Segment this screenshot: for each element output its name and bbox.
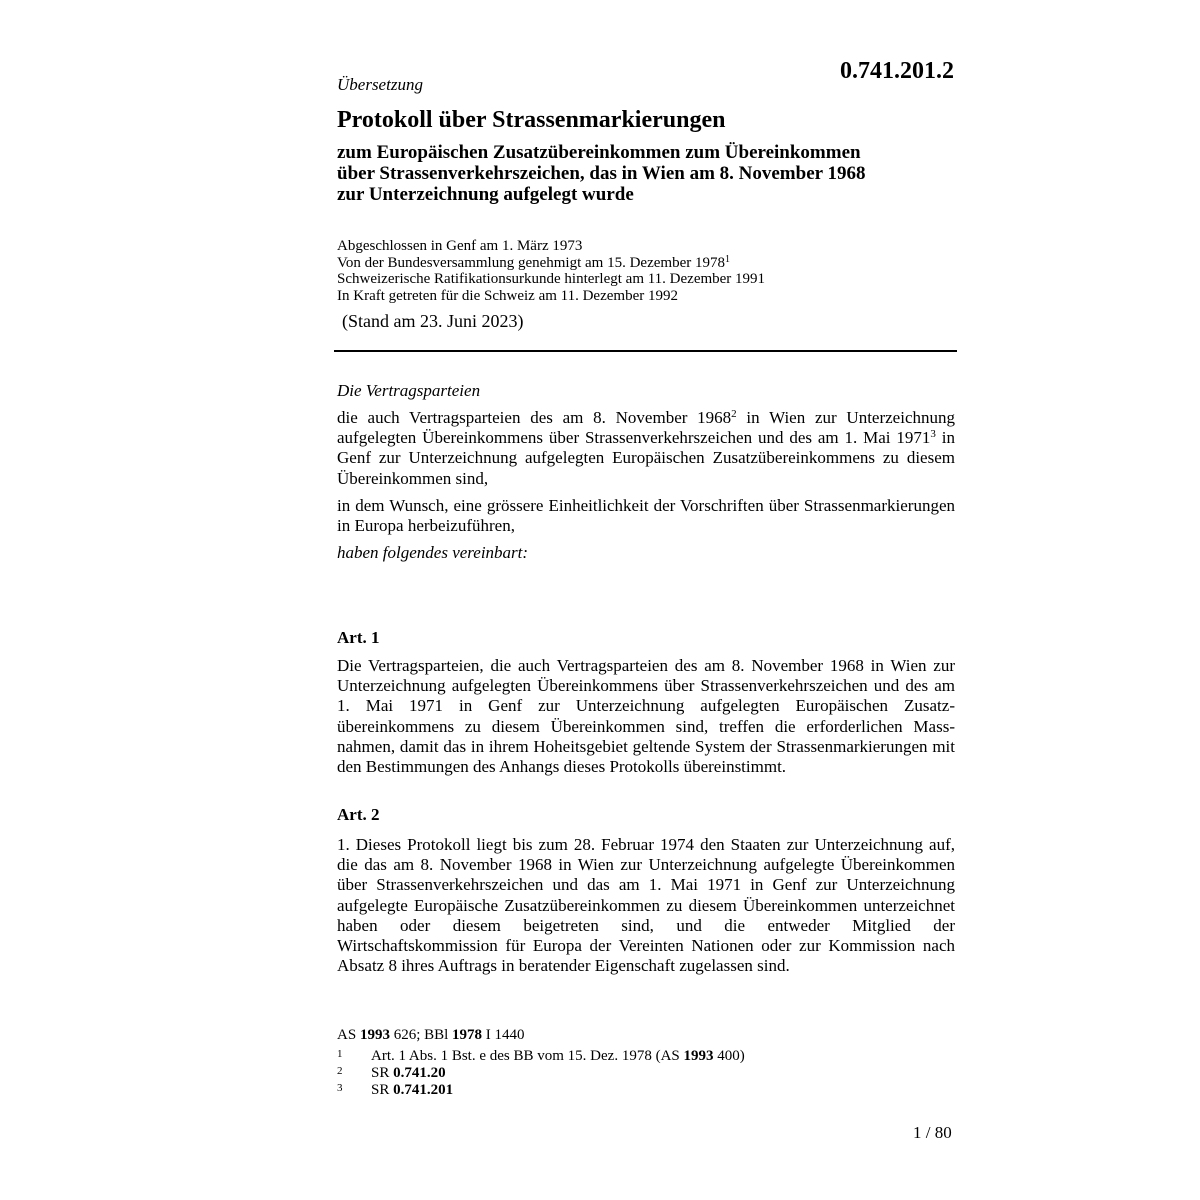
footnote-bold: 1993 — [683, 1048, 714, 1064]
source-as-rest: 626; BBl — [389, 1027, 453, 1043]
footnote-number: 3 — [337, 1082, 343, 1094]
footnote-number: 2 — [337, 1065, 343, 1077]
article-1-heading: Art. 1 — [337, 628, 380, 647]
translation-label: Übersetzung — [337, 75, 423, 94]
preamble-text: in Wien zur Unterzeichnung aufgelegten Übereinkommens über Strassenverkehrszeichen und des am 1. Mai 1971 — [337, 408, 955, 448]
footnote-text: Art. 1 Abs. 1 Bst. e des BB vom 15. Dez. 1978 (AS — [371, 1048, 684, 1064]
source-bbl-rest: I 1440 — [482, 1027, 525, 1043]
footnote-2 — [337, 1063, 446, 1081]
source-as-label: AS — [337, 1027, 360, 1043]
preamble-agreed: haben folgendes vereinbart: — [337, 543, 529, 562]
footnote-source — [337, 1027, 525, 1044]
footnote-text: SR — [371, 1082, 394, 1098]
status-date: (Stand am 23. Juni 2023) — [342, 311, 524, 331]
footnote-ref-1[interactable]: 1 — [724, 253, 730, 265]
footnote-link-sr[interactable]: 0.741.201 — [393, 1082, 454, 1098]
document-title: Protokoll über Strassenmarkierungen — [337, 107, 726, 133]
footnote-3 — [337, 1080, 453, 1098]
footnote-ref-2[interactable]: 2 — [731, 408, 737, 420]
document-metadata — [337, 238, 765, 304]
subtitle-line: über Strassenverkehrszeichen, das in Wien am 8. November 1968 — [337, 163, 866, 184]
preamble-text: die auch Vertragsparteien des am 8. November 1968 — [337, 408, 732, 427]
footnote-number: 1 — [337, 1048, 343, 1060]
footnote-link-sr[interactable]: 0.741.20 — [393, 1065, 446, 1081]
header-divider — [334, 350, 957, 352]
meta-in-force: In Kraft getreten für die Schweiz am 11. Dezember 1992 — [337, 287, 678, 304]
footnote-1 — [337, 1046, 745, 1064]
subtitle-line: zur Unterzeichnung aufgelegt wurde — [337, 184, 634, 205]
source-bbl-year: 1978 — [452, 1027, 483, 1043]
footnote-text: SR — [371, 1065, 394, 1081]
preamble-text: in Genf zur Unterzeichnung aufgelegten Europäischen Zusatzübereinkommens zu diesem Übereinkommen sind, — [337, 428, 955, 488]
preamble-heading: Die Vertragsparteien — [337, 381, 481, 400]
source-as-year: 1993 — [359, 1027, 390, 1043]
preamble-paragraph-1 — [337, 408, 955, 489]
meta-ratified: Schweizerische Ratifikationsurkunde hinterlegt am 11. Dezember 1991 — [337, 271, 766, 287]
sr-number: 0.741.201.2 — [840, 58, 954, 84]
meta-concluded: Abgeschlossen in Genf am 1. März 1973 — [337, 238, 583, 254]
footnote-ref-3[interactable]: 3 — [930, 428, 936, 441]
article-1-text: Die Vertragsparteien, die auch Vertragsparteien des am 8. November 1968 in Wien zur Unterzeichnung aufgelegten Übereinkommens über Strassenverkehrszeichen und des am 1. Mai 1971 in Genf zur Unterzeichnung aufgelegten Europäischen Zusatzübereinkommens zu diesem Übereinkommen sind, treffen die erforderlichen Massnahmen, damit das in ihrem Hoheitsgebiet geltende System der Strassenmarkierungen mit den Bestimmungen des Anhangs dieses Protokolls übereinstimmt. — [337, 656, 955, 777]
meta-approved — [337, 255, 765, 272]
footnote-text: 400) — [713, 1048, 745, 1064]
article-2-heading: Art. 2 — [337, 805, 380, 824]
meta-approved-text: Von der Bundesversammlung genehmigt am 15. Dezember 1978 — [337, 254, 725, 271]
document-subtitle — [337, 142, 957, 205]
article-2-text: 1. Dieses Protokoll liegt bis zum 28. Februar 1974 den Staaten zur Unterzeichnung auf, die das am 8. November 1968 in Wien zur Unterzeichnung aufgelegte Übereinkommen über Strassenverkehrszeichen und das am 1. Mai 1971 in Genf zur Unterzeichnung aufgelegte Europäische Zusatzübereinkommen zu diesem Übereinkommen unterzeichnet haben oder diesem beigetreten sind, und die entweder Mitglied der Wirtschaftskommission für Europa der Vereinten Nationen oder zur Kommission nach Absatz 8 ihres Auftrags in beratender Eigenschaft zugelassen sind. — [337, 835, 955, 976]
preamble-paragraph-2: in dem Wunsch, eine grössere Einheitlichkeit der Vorschriften über Strassenmarkierungen in Europa herbeizuführen, — [337, 496, 955, 536]
subtitle-line: zum Europäischen Zusatzübereinkommen zum Übereinkommen — [337, 142, 861, 163]
page-number: 1 / 80 — [913, 1123, 952, 1142]
